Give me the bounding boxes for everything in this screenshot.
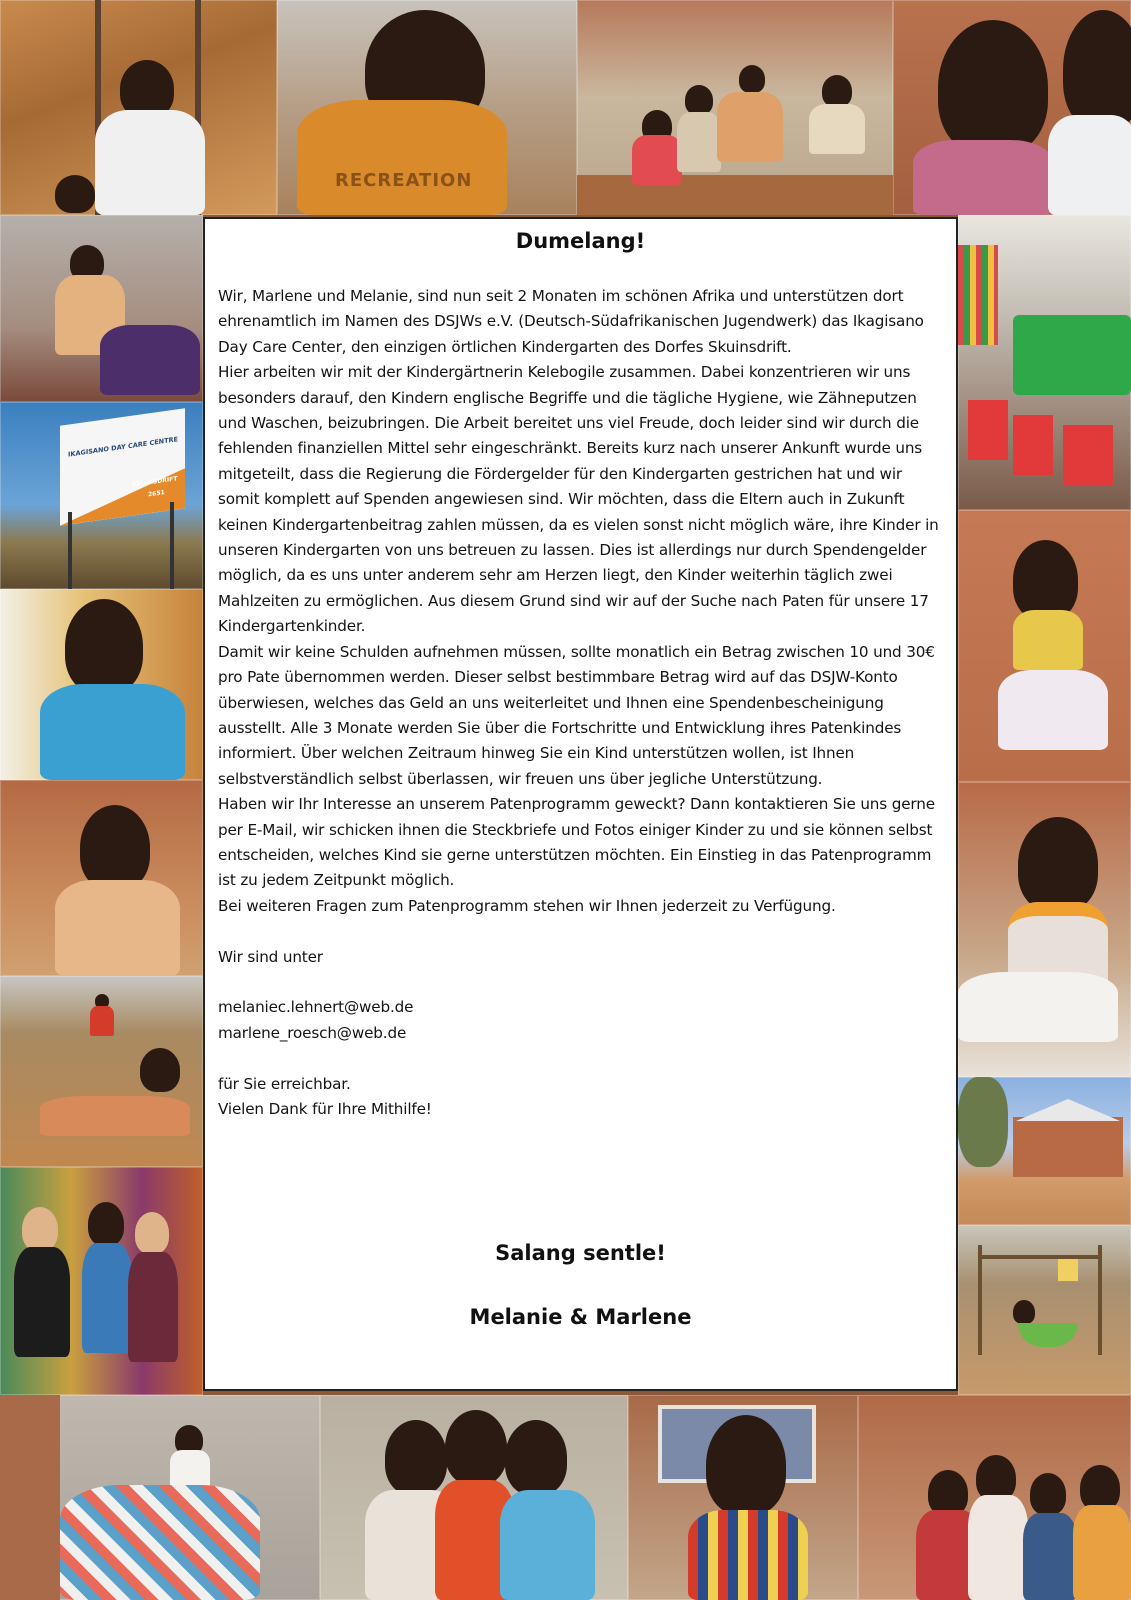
photo-children-sitting-porch: [577, 0, 893, 215]
paragraph-contact-request: Haben wir Ihr Interesse an unserem Patenprogramm geweckt? Dann kontaktieren Sie uns gerne per E-Mail, wir schicken ihnen die Steckbriefe und Fotos einiger Kinder zu und sie können selbst entscheiden, welches Kind sie gerne unterstützen möchten. Ein Einstieg in das Patenprogramm ist zu jedem Zeitpunkt möglich.: [218, 795, 935, 890]
photo-three-boys: [320, 1395, 628, 1600]
photo-boy-kneeling: [958, 510, 1131, 782]
letter-panel: [203, 217, 958, 1391]
photo-boy-orange-shirt: [277, 0, 577, 215]
thanks-line: Vielen Dank für Ihre Mithilfe!: [218, 1099, 432, 1118]
sign-title: IKAGISANO DAY CARE CENTRE: [68, 435, 178, 459]
photo-boy-plaid-shirt: [628, 1395, 858, 1600]
paragraph-sponsorship: Damit wir keine Schulden aufnehmen müssen, sollte monatlich ein Betrag zwischen 10 und 30€ pro Pate übernommen werden. Dieser selbst bestimmbare Betrag wird auf das DSJW-Konto überwiesen, welches das Geld an uns weiterleitet und Ihnen eine Spendenbescheinigung ausstellt. Alle 3 Monate werden Sie über die Fortschritte und Entwicklung ihres Patenkindes informiert. Über welchen Zeitraum hinweg Sie ein Kind unterstützen wollen, ist Ihnen selbstverständlich selbst überlassen, wir freuen uns über jegliche Unterstützung.: [218, 642, 935, 788]
photo-children-lying-blankets: [0, 1395, 320, 1600]
photo-two-girls-closeup: [893, 0, 1131, 215]
letter-greeting: Dumelang!: [515, 229, 646, 253]
paragraph-questions: Bei weiteren Fragen zum Patenprogramm stehen wir Ihnen jederzeit zu Verfügung.: [218, 896, 836, 915]
photo-village-house: [958, 1077, 1131, 1225]
sign-code: 2651: [148, 489, 165, 499]
email-melanie[interactable]: melaniec.lehnert@web.de: [218, 998, 414, 1017]
shirt-print: RECREATION: [335, 170, 473, 191]
photo-boy-striped-shirt: [0, 780, 203, 976]
letter-farewell: Salang sentle!: [495, 1241, 666, 1265]
paragraph-work: Hier arbeiten wir mit der Kindergärtnerin Kelebogile zusammen. Dabei konzentrieren wir uns besonders darauf, den Kindern englische Begriffe und die tägliche Hygiene, wie Zähneputzen und Waschen, beizubringen. Die Arbeit bereitet uns viel Freude, doch leider sind wir durch die fehlenden finanziellen Mittel sehr eingeschränkt. Bereits kurz nach unserer Ankunft wurde uns mitgeteilt, dass die Regierung die Fördergelder für den Kindergarten gestrichen hat und wir somit komplett auf Spenden angewiesen sind. Wir möchten, dass die Eltern auch in Zukunft keinen Kindergartenbeitrag zahlen müssen, da es vielen sonst nicht möglich wäre, ihre Kinder in unseren Kindergarten von uns betreuen zu lassen. Dies ist allerdings nur durch Spendengelder möglich, da es uns unter anderem sehr am Herzen liegt, den Kinder weiterhin täglich zwei Mahlzeiten zu ermöglichen. Aus diesem Grund sind wir auf der Suche nach Paten für unsere 17 Kindergartenkinder.: [218, 363, 939, 636]
photo-children-playing-floor: [0, 215, 203, 402]
photo-playground-girl: [0, 976, 203, 1167]
photo-child-washing: [958, 1225, 1131, 1395]
photo-child-on-swing: [0, 0, 277, 215]
reach-outro: für Sie erreichbar.: [218, 1074, 351, 1093]
paragraph-intro: Wir, Marlene und Melanie, sind nun seit 2 Monaten im schönen Afrika und unterstützen dort ehrenamtlich im Namen des DSJWs e.V. (Deutsch-Südafrikanischen Jugendwerk) das Ikagisano Day Care Center, den einzigen örtlichen Kindergarten des Dorfes Skuinsdrift.: [218, 287, 924, 356]
photo-group-of-kids: [858, 1395, 1131, 1600]
photo-boy-smiling-floor: [958, 782, 1131, 1077]
letter-body: [218, 284, 945, 1122]
photo-teacher-portrait: [0, 589, 203, 780]
letter-signature: Melanie & Marlene: [469, 1305, 692, 1329]
sign-village: SKUINSDRIFT: [132, 475, 178, 489]
photo-classroom-tables: [958, 215, 1131, 510]
email-marlene[interactable]: marlene_roesch@web.de: [218, 1023, 407, 1042]
photo-volunteers-with-woman: [0, 1167, 203, 1395]
reach-intro: Wir sind unter: [218, 947, 323, 966]
photo-daycare-sign: [0, 402, 203, 589]
